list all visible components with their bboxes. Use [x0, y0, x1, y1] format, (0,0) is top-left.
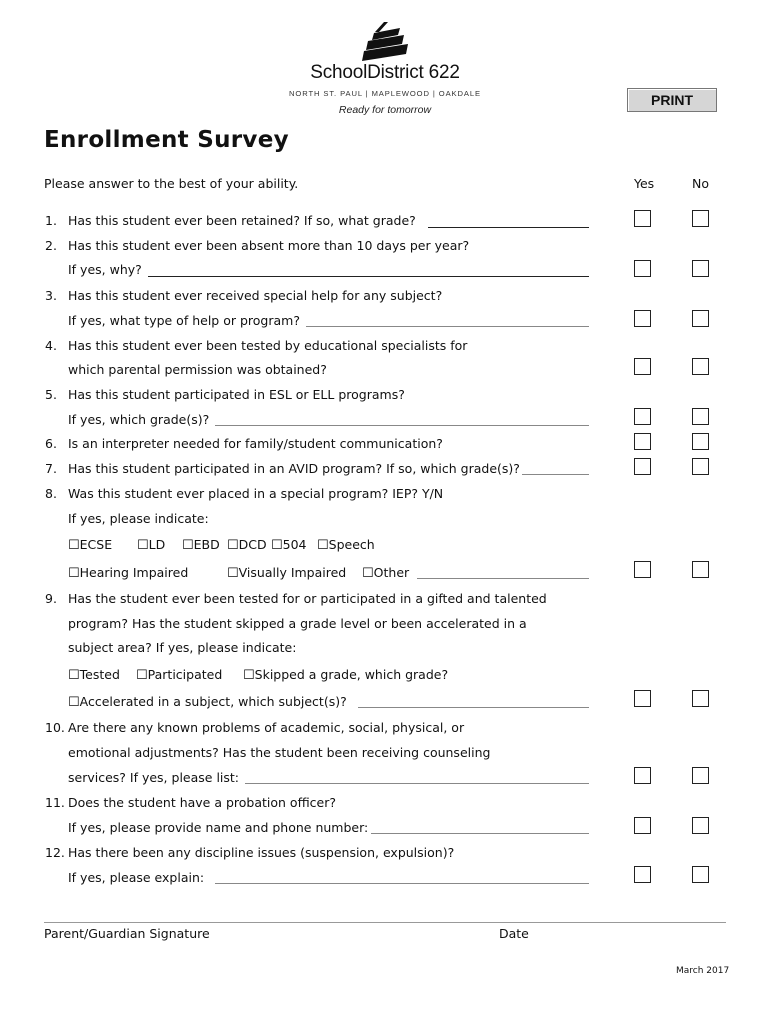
option-ecse[interactable]: ☐ECSE — [68, 537, 113, 553]
district-tagline: Ready for tomorrow — [338, 104, 432, 116]
question-8-followup: If yes, please indicate: — [68, 511, 209, 526]
parent-signature-label: Parent/Guardian Signature — [44, 926, 210, 941]
question-11-no-checkbox[interactable] — [692, 817, 709, 834]
question-7-no-checkbox[interactable] — [692, 458, 709, 475]
checkbox-icon: ☐ — [68, 668, 80, 683]
question-1-text: Has this student ever been retained? If so, what grade? — [68, 213, 416, 228]
option-tested[interactable]: ☐Tested — [68, 667, 120, 683]
question-7-yes-checkbox[interactable] — [634, 458, 651, 475]
question-6-number: 6. — [45, 436, 57, 451]
option-dcd[interactable]: ☐DCD — [227, 537, 267, 553]
checkbox-icon: ☐ — [271, 538, 283, 553]
question-9-no-checkbox[interactable] — [692, 690, 709, 707]
checkbox-icon: ☐ — [243, 668, 255, 683]
question-4-text: Has this student ever been tested by educational specialists for — [68, 338, 468, 353]
school-district-logo-icon — [362, 22, 408, 62]
question-8-yes-checkbox[interactable] — [634, 561, 651, 578]
question-12-followup: If yes, please explain: — [68, 870, 205, 885]
checkbox-icon: ☐ — [362, 566, 374, 581]
question-12-answer-line[interactable] — [215, 883, 589, 884]
question-10-no-checkbox[interactable] — [692, 767, 709, 784]
question-1-yes-checkbox[interactable] — [634, 210, 651, 227]
question-10-text-cont: emotional adjustments? Has the student been receiving counseling — [68, 745, 491, 760]
question-1-no-checkbox[interactable] — [692, 210, 709, 227]
option-speech[interactable]: ☐Speech — [317, 537, 375, 553]
question-6-text: Is an interpreter needed for family/student communication? — [68, 436, 443, 451]
question-8-number: 8. — [45, 486, 57, 501]
question-8-no-checkbox[interactable] — [692, 561, 709, 578]
question-9-followup: subject area? If yes, please indicate: — [68, 640, 297, 655]
option-skipped-grade[interactable]: ☐Skipped a grade, which grade? — [243, 667, 449, 683]
district-cities: NORTH ST. PAUL | MAPLEWOOD | OAKDALE — [289, 89, 481, 98]
option-visually-impaired[interactable]: ☐Visually Impaired — [227, 565, 347, 581]
question-11-followup: If yes, please provide name and phone number: — [68, 820, 369, 835]
question-3-no-checkbox[interactable] — [692, 310, 709, 327]
question-11-number: 11. — [45, 795, 65, 810]
question-12-yes-checkbox[interactable] — [634, 866, 651, 883]
question-6-no-checkbox[interactable] — [692, 433, 709, 450]
question-6-yes-checkbox[interactable] — [634, 433, 651, 450]
question-2-yes-checkbox[interactable] — [634, 260, 651, 277]
date-label: Date — [499, 926, 529, 941]
question-10-answer-line[interactable] — [245, 783, 589, 784]
checkbox-icon: ☐ — [317, 538, 329, 553]
question-10-followup: services? If yes, please list: — [68, 770, 240, 785]
question-2-followup: If yes, why? — [68, 262, 142, 277]
checkbox-icon: ☐ — [68, 538, 80, 553]
checkbox-icon: ☐ — [227, 538, 239, 553]
question-9-text-cont: program? Has the student skipped a grade level or been accelerated in a — [68, 616, 527, 631]
question-7-number: 7. — [45, 461, 57, 476]
option-other[interactable]: ☐Other — [362, 565, 410, 581]
question-2-answer-line[interactable] — [148, 276, 589, 277]
question-3-answer-line[interactable] — [306, 326, 589, 327]
yes-column-header: Yes — [634, 176, 655, 191]
question-2-text: Has this student ever been absent more than 10 days per year? — [68, 238, 470, 253]
checkbox-icon: ☐ — [182, 538, 194, 553]
instructions: Please answer to the best of your ability. — [44, 176, 299, 191]
signature-line[interactable] — [44, 922, 726, 923]
district-name: SchoolDistrict 622 — [310, 62, 460, 83]
checkbox-icon: ☐ — [136, 668, 148, 683]
question-11-text: Does the student have a probation officer? — [68, 795, 336, 810]
question-3-text: Has this student ever received special help for any subject? — [68, 288, 443, 303]
option-ebd[interactable]: ☐EBD — [182, 537, 220, 553]
question-1-answer-line[interactable] — [428, 227, 589, 228]
page-title: Enrollment Survey — [44, 127, 289, 153]
question-10-text: Are there any known problems of academic, social, physical, or — [68, 720, 465, 735]
question-5-number: 5. — [45, 387, 57, 402]
question-7-answer-line[interactable] — [522, 474, 589, 475]
question-9-answer-line[interactable] — [358, 707, 589, 708]
option-504[interactable]: ☐504 — [271, 537, 307, 553]
question-9-yes-checkbox[interactable] — [634, 690, 651, 707]
question-11-answer-line[interactable] — [371, 833, 589, 834]
question-3-yes-checkbox[interactable] — [634, 310, 651, 327]
question-12-number: 12. — [45, 845, 65, 860]
question-2-no-checkbox[interactable] — [692, 260, 709, 277]
form-revision-date: March 2017 — [676, 966, 730, 976]
question-4-number: 4. — [45, 338, 57, 353]
question-4-no-checkbox[interactable] — [692, 358, 709, 375]
question-1-number: 1. — [45, 213, 57, 228]
question-9-text: Has the student ever been tested for or participated in a gifted and talented — [68, 591, 547, 606]
question-11-yes-checkbox[interactable] — [634, 817, 651, 834]
option-hearing-impaired[interactable]: ☐Hearing Impaired — [68, 565, 189, 581]
question-8-other-line[interactable] — [417, 578, 589, 579]
question-4-yes-checkbox[interactable] — [634, 358, 651, 375]
option-ld[interactable]: ☐LD — [137, 537, 166, 553]
question-5-no-checkbox[interactable] — [692, 408, 709, 425]
checkbox-icon: ☐ — [68, 566, 80, 581]
option-participated[interactable]: ☐Participated — [136, 667, 223, 683]
question-4-text-cont: which parental permission was obtained? — [68, 362, 327, 377]
checkbox-icon: ☐ — [137, 538, 149, 553]
print-button[interactable]: PRINT — [627, 88, 717, 112]
question-9-number: 9. — [45, 591, 57, 606]
question-5-text: Has this student participated in ESL or ELL programs? — [68, 387, 405, 402]
option-accelerated[interactable]: ☐Accelerated in a subject, which subject(s)? — [68, 694, 347, 710]
question-3-number: 3. — [45, 288, 57, 303]
question-5-yes-checkbox[interactable] — [634, 408, 651, 425]
question-10-number: 10. — [45, 720, 65, 735]
question-12-text: Has there been any discipline issues (suspension, expulsion)? — [68, 845, 455, 860]
question-7-text: Has this student participated in an AVID program? If so, which grade(s)? — [68, 461, 520, 476]
question-10-yes-checkbox[interactable] — [634, 767, 651, 784]
question-2-number: 2. — [45, 238, 57, 253]
checkbox-icon: ☐ — [68, 695, 80, 710]
question-5-followup: If yes, which grade(s)? — [68, 412, 210, 427]
question-8-text: Was this student ever placed in a special program? IEP? Y/N — [68, 486, 444, 501]
question-12-no-checkbox[interactable] — [692, 866, 709, 883]
no-column-header: No — [692, 176, 709, 191]
question-5-answer-line[interactable] — [215, 425, 589, 426]
question-3-followup: If yes, what type of help or program? — [68, 313, 300, 328]
checkbox-icon: ☐ — [227, 566, 239, 581]
